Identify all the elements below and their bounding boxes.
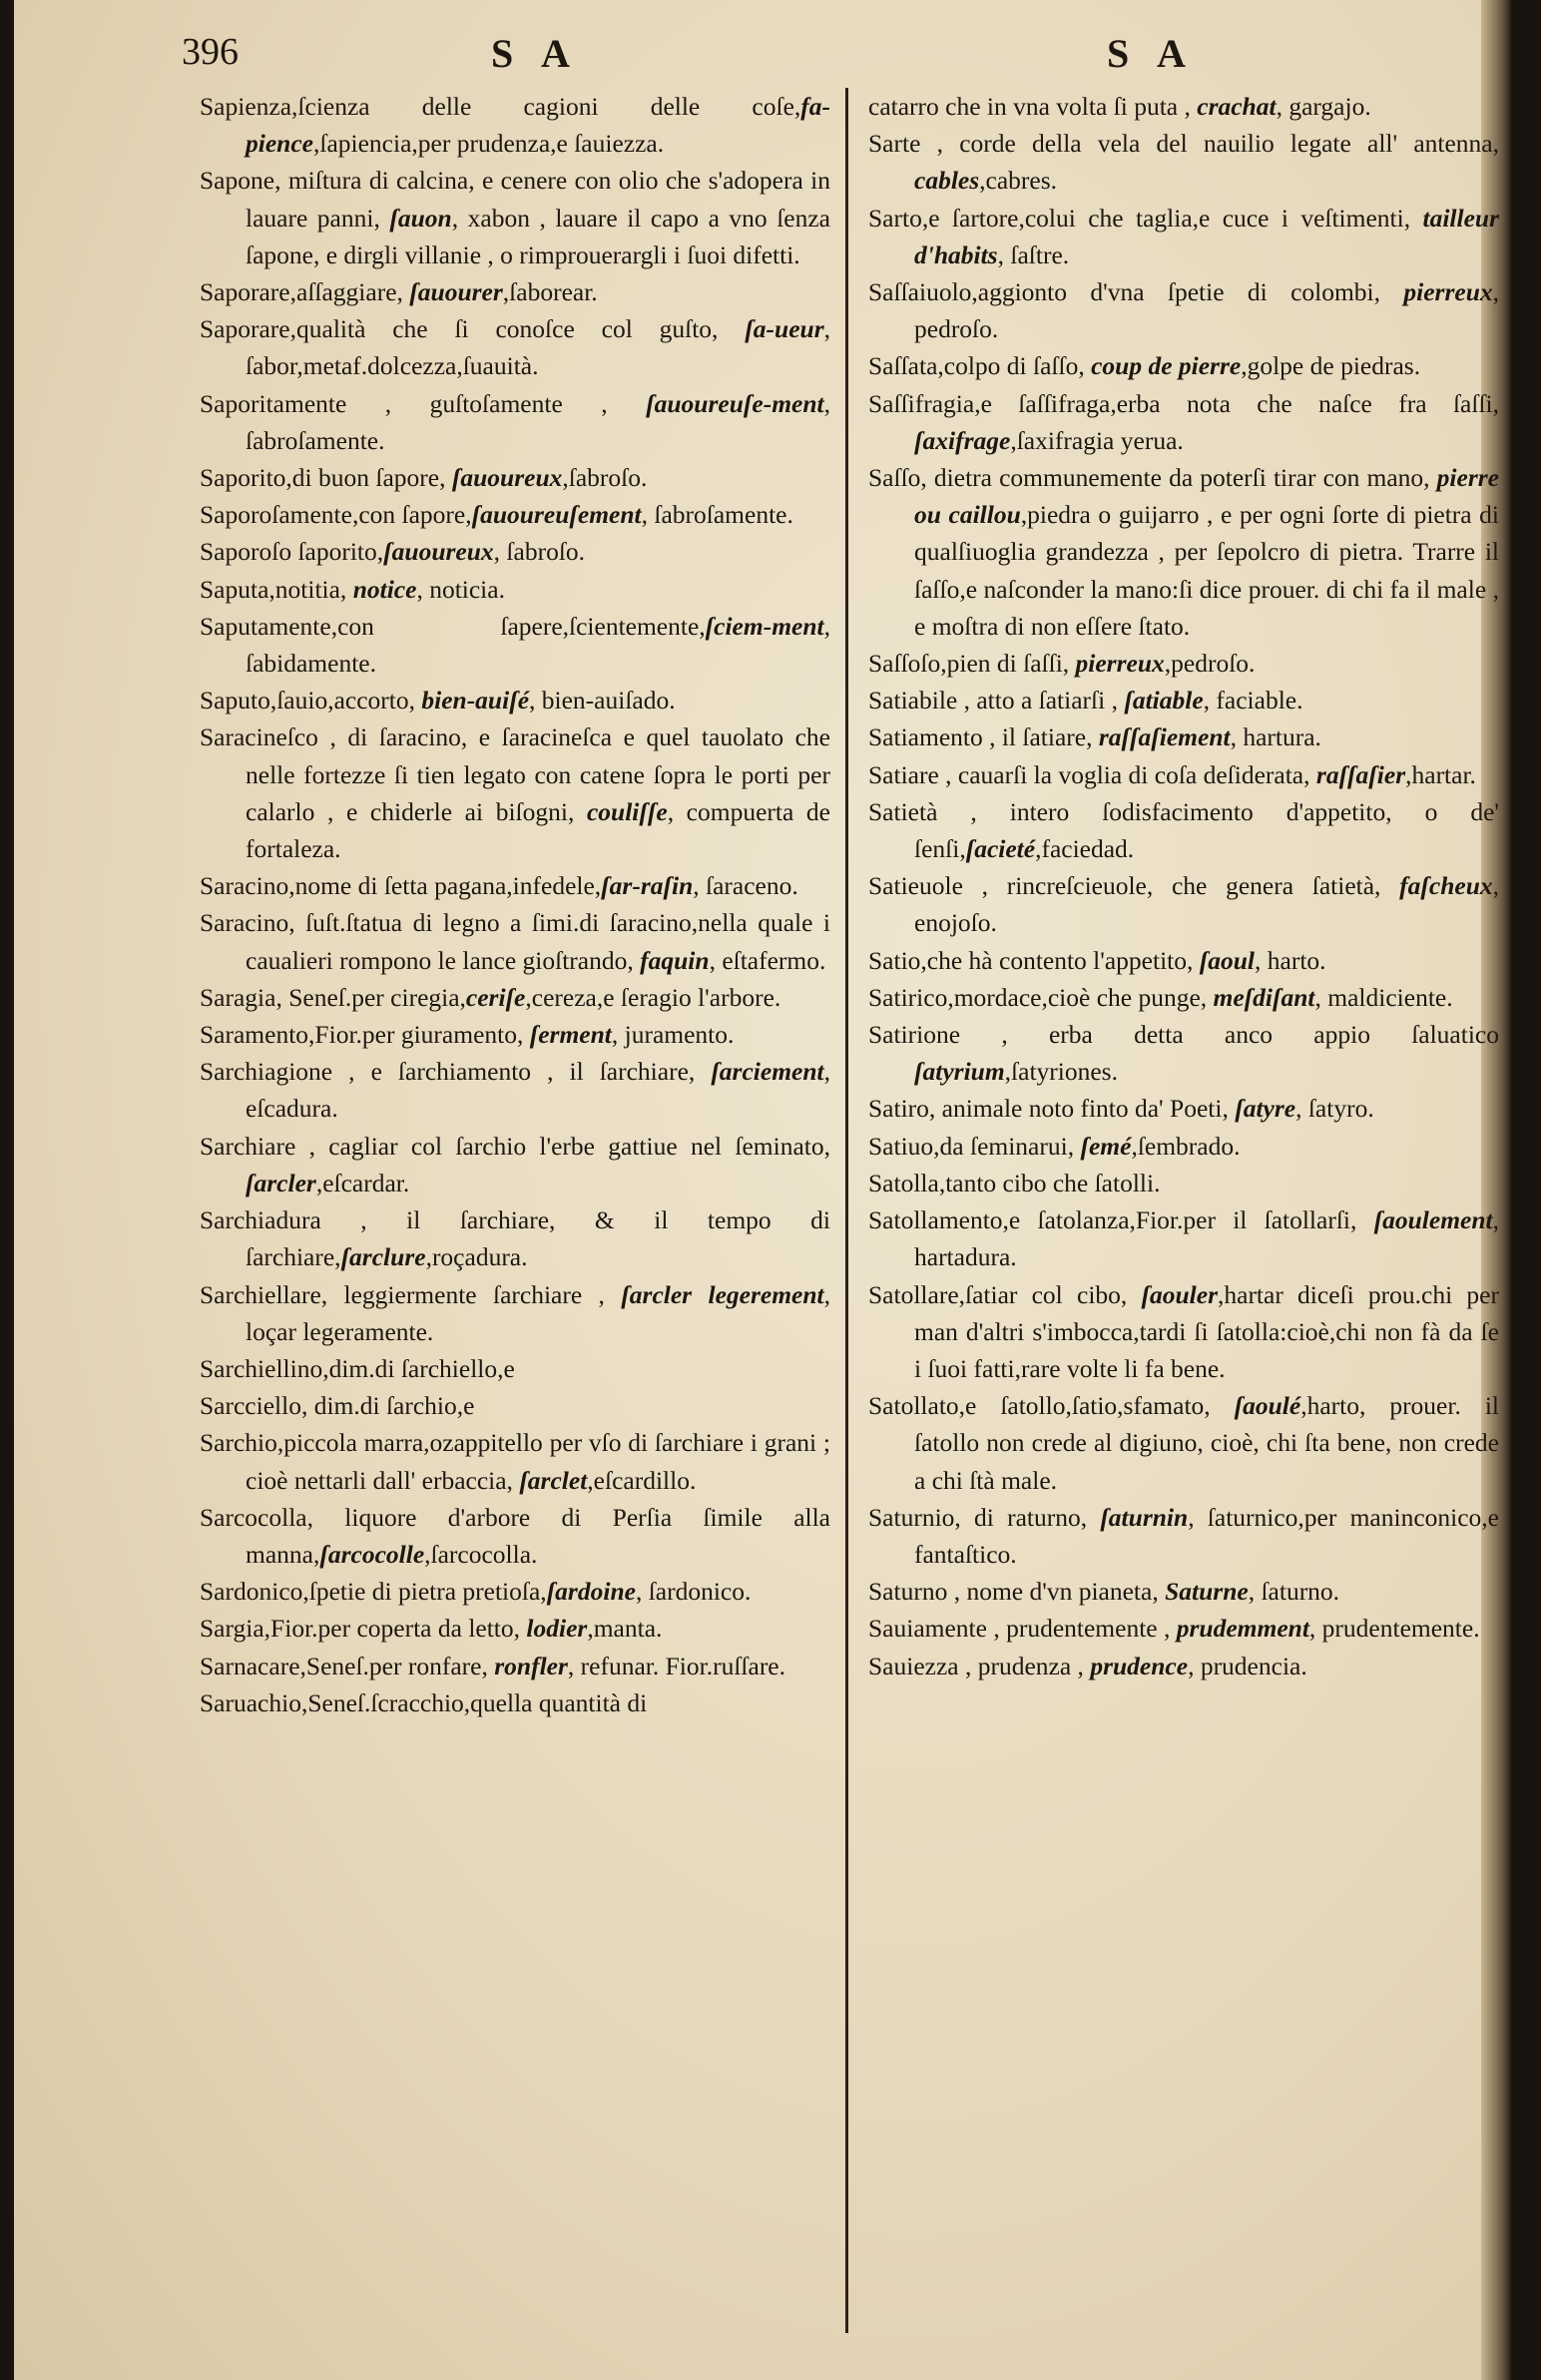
entry-text: Saſſaiuolo,aggionto d'vna ſpetie di colombi, (868, 277, 1404, 307)
entry-text: Sarnacare,Seneſ.per ronfare, (200, 1651, 495, 1680)
dictionary-entry (200, 1610, 830, 1647)
dictionary-entry (868, 718, 1499, 755)
french-equivalent: raſſaſiement (1098, 722, 1231, 752)
french-equivalent: ſaoulement (1373, 1205, 1493, 1235)
dictionary-entry (868, 347, 1499, 384)
spanish-equivalent: , refunar. Fior.ruſſare. (567, 1651, 786, 1680)
french-equivalent: ſarcler (246, 1168, 316, 1197)
dictionary-entry (200, 682, 830, 718)
entry-text: Sargia,Fior.per coperta da letto, (200, 1614, 527, 1644)
spanish-equivalent: ,ſaborear. (502, 277, 598, 307)
french-equivalent: ſerment (529, 1020, 612, 1050)
entry-text: Sarchiagione , e ſarchiamento , il ſarchiare, (200, 1057, 712, 1087)
entry-text: Saruachio,Seneſ.ſcracchio,quella quantità di (200, 1687, 648, 1717)
french-equivalent: raſſaſier (1315, 759, 1406, 789)
entry-text: Satiuo,da ſeminarui, (868, 1131, 1081, 1161)
entry-text: Sauiezza , prudenza , (868, 1651, 1091, 1680)
left-column (200, 88, 830, 1721)
dictionary-entry (868, 793, 1499, 867)
running-header-left: S A (491, 31, 580, 76)
entry-text: Satietà , intero ſodisfacimento d'appetito, o de' ſenſi, (868, 796, 1499, 864)
entry-text: Sarte , corde della vela del nauilio legate all' antenna, (868, 129, 1499, 159)
french-equivalent: ſardoine (546, 1577, 636, 1607)
spanish-equivalent: ,ſembrado. (1131, 1131, 1241, 1161)
entry-text: Satiabile , atto a ſatiarſi , (868, 686, 1125, 715)
dictionary-entry (200, 867, 830, 904)
french-equivalent: ſar-raſin (601, 871, 694, 901)
entry-text: Sarchio,piccola marra,ozappitello per vſo di ſarchiare i grani ; cioè nettarli dall' erbaccia, (200, 1428, 830, 1495)
french-equivalent: ſauoureux (383, 537, 494, 567)
spanish-equivalent: , maldiciente. (1314, 982, 1453, 1012)
spanish-equivalent: , xabon , lauare il capo a vno ſenza ſapone, e dirgli villanie , o rimprouerargli i ſuoi difetti. (246, 203, 830, 269)
dictionary-entry (200, 1276, 830, 1350)
entry-text: Satirione , erba detta anco appio ſaluatico (868, 1020, 1499, 1050)
spanish-equivalent: , ſabidamente. (246, 611, 830, 679)
spanish-equivalent: , ſabroſamente. (246, 388, 830, 455)
dictionary-entry (868, 1165, 1499, 1201)
french-equivalent: coup de pierre (1091, 351, 1242, 381)
spanish-equivalent: ,roçadura. (425, 1242, 528, 1272)
french-equivalent: ſarcler legerement (621, 1279, 824, 1309)
entry-text: Saracino,nome di ſetta pagana,infedele, (200, 871, 602, 901)
spanish-equivalent: , hartura. (1230, 722, 1321, 752)
dictionary-entry (200, 496, 830, 533)
french-equivalent: ſatyre (1235, 1094, 1296, 1124)
entry-text: Satiare , cauarſi la voglia di coſa deſiderata, (868, 759, 1316, 789)
french-equivalent: tailleur d'habits (914, 203, 1499, 269)
dictionary-entry (868, 756, 1499, 793)
spanish-equivalent: , ſaſtre. (997, 239, 1070, 269)
french-equivalent: ſauon (389, 203, 452, 233)
french-equivalent: ſaxifrage (914, 425, 1011, 455)
french-equivalent: ſarclet (519, 1465, 588, 1495)
french-equivalent: pierreux (1403, 277, 1493, 307)
dictionary-entry (868, 645, 1499, 682)
entry-text: Satollamento,e ſatolanza,Fior.per il ſatollarſi, (868, 1205, 1374, 1235)
french-equivalent: ſarclure (340, 1242, 426, 1272)
entry-text: Satieuole , rincreſcieuole, che genera ſatietà, (868, 871, 1400, 901)
dictionary-entry (200, 1350, 830, 1387)
spanish-equivalent: ,ſapiencia,per prudenza,e ſauiezza. (312, 129, 665, 159)
entry-text: Saporitamente , guſtoſamente , (200, 388, 647, 418)
dictionary-entry (200, 1128, 830, 1201)
running-header-right: S A (1107, 31, 1196, 76)
french-equivalent: faquin (640, 945, 710, 975)
spanish-equivalent: , ſatyro. (1295, 1094, 1374, 1124)
spanish-equivalent: ,harto, prouer. il ſatollo non crede al digiuno, cioè, chi ſta bene, non crede a chi ſtà male. (914, 1391, 1499, 1495)
dictionary-entry (200, 979, 830, 1016)
french-equivalent: lodier (526, 1614, 588, 1644)
french-equivalent: ceriſe (465, 982, 526, 1012)
dictionary-entry (868, 979, 1499, 1016)
french-equivalent: ſaouler (1141, 1279, 1218, 1309)
entry-text: Sarcocolla, liquore d'arbore di Perſia ſimile alla manna, (200, 1502, 830, 1569)
entry-text: Sapone, miſtura di calcina, e cenere con olio che s'adopera in lauare panni, (200, 166, 830, 233)
entry-text: Sarchiare , cagliar col ſarchio l'erbe gattiue nel ſeminato, (200, 1131, 830, 1161)
spanish-equivalent: , juramento. (611, 1020, 735, 1050)
entry-text: Satollato,e ſatollo,ſatio,sfamato, (868, 1391, 1235, 1421)
french-equivalent: fa-pience (246, 92, 830, 159)
spanish-equivalent: ,piedra o guijarro , e per ogni ſorte di pietra di qualſiuoglia grandezza , per ſepolcro di pietra. Trarre il ſaſſo,e naſconder la mano:ſi dice prouer. di chi fa il male , e moſtra di non eſſere ſtato. (914, 500, 1500, 641)
dictionary-entry (200, 273, 830, 310)
spanish-equivalent: , ſaraceno. (693, 871, 798, 901)
dictionary-entry (200, 1424, 830, 1498)
dictionary-entry (868, 942, 1499, 979)
dictionary-entry (200, 571, 830, 608)
dictionary-entry (868, 273, 1499, 347)
french-equivalent: bien-auiſé (421, 686, 530, 715)
french-equivalent: faſcheux (1399, 871, 1493, 901)
page-number: 396 (182, 31, 239, 73)
dictionary-entry (868, 1387, 1499, 1499)
spanish-equivalent: , ſaturno. (1248, 1577, 1340, 1607)
spanish-equivalent: ,ſarcocolla. (424, 1539, 538, 1569)
french-equivalent: ſaturnin (1100, 1502, 1189, 1532)
spanish-equivalent: , ſabor,metaf.dolcezza,ſuauità. (246, 314, 830, 381)
dictionary-entry (868, 459, 1499, 645)
spanish-equivalent: , loçar legeramente. (246, 1279, 830, 1346)
dictionary-entry (868, 125, 1499, 199)
entry-text: Sarto,e ſartore,colui che taglia,e cuce i veſtimenti, (868, 203, 1423, 233)
spanish-equivalent: , ſabroſamente. (641, 500, 793, 530)
entry-text: Saracineſco , di ſaracino, e ſaracineſca e quel tauolato che nelle fortezze ſi tien legato con catene ſopra le porti per calarlo , e chiderle ai biſogni, (200, 722, 830, 826)
entry-text: Saragia, Seneſ.per ciregia, (200, 982, 466, 1012)
dictionary-entry (200, 459, 830, 496)
dictionary-entry (868, 200, 1499, 273)
spanish-equivalent: , prudencia. (1188, 1651, 1307, 1680)
spanish-equivalent: ,cabres. (979, 166, 1058, 196)
dictionary-entry (200, 1387, 830, 1424)
french-equivalent: prudemment (1176, 1614, 1309, 1644)
entry-text: Saſſo, dietra communemente da poterſi tirar con mano, (868, 463, 1437, 493)
entry-text: Saporare,qualità che ſi conoſce col guſto, (200, 314, 746, 344)
entry-text: Sarchiellino,dim.di ſarchiello,e (200, 1353, 515, 1383)
french-equivalent: pierre ou caillou (914, 463, 1499, 530)
entry-text: Satiamento , il ſatiare, (868, 722, 1099, 752)
dictionary-entry (868, 1090, 1499, 1127)
entry-text: Satio,che hà contento l'appetito, (868, 945, 1200, 975)
spanish-equivalent: , compuerta de fortaleza. (246, 796, 830, 864)
entry-text: Saputamente,con ſapere,ſcientemente, (200, 611, 706, 641)
dictionary-entry (868, 1016, 1499, 1090)
dictionary-entry (868, 682, 1499, 718)
spanish-equivalent: , ſardonico. (635, 1577, 752, 1607)
entry-text: Saporoſamente,con ſapore, (200, 500, 472, 530)
dictionary-entry (200, 1684, 830, 1721)
entry-text: Saſſoſo,pien di ſaſſi, (868, 649, 1076, 679)
french-equivalent: ſa-ueur (745, 314, 824, 344)
spanish-equivalent: , gargajo. (1276, 92, 1371, 121)
spanish-equivalent: , pedroſo. (914, 277, 1499, 344)
right-column (868, 88, 1499, 1684)
entry-text: Saſſata,colpo di ſaſſo, (868, 351, 1092, 381)
french-equivalent: ronfler (494, 1651, 568, 1680)
french-equivalent: ſemé (1080, 1131, 1132, 1161)
entry-text: Saputa,notitia, (200, 574, 353, 604)
dictionary-entry (200, 1201, 830, 1275)
spanish-equivalent: , eſtafermo. (709, 945, 826, 975)
french-equivalent: ſauoureuſement (471, 500, 642, 530)
french-equivalent: ſatiable (1124, 686, 1204, 715)
dictionary-entry (200, 162, 830, 273)
spanish-equivalent: ,ſabroſo. (562, 463, 648, 493)
spanish-equivalent: ,manta. (587, 1614, 663, 1644)
spanish-equivalent: , hartadura. (914, 1205, 1499, 1272)
dictionary-entry (200, 718, 830, 867)
french-equivalent: meſdiſant (1213, 982, 1315, 1012)
dictionary-entry (868, 385, 1499, 459)
spanish-equivalent: , noticia. (416, 574, 505, 604)
french-equivalent: pierreux (1075, 649, 1165, 679)
french-equivalent: ſauoureux (451, 463, 563, 493)
dictionary-entry (200, 1053, 830, 1127)
dictionary-entry (868, 1201, 1499, 1275)
dictionary-entry (868, 1128, 1499, 1165)
spanish-equivalent: ,eſcardar. (315, 1168, 410, 1197)
dictionary-entry (200, 904, 830, 978)
spanish-equivalent: , harto. (1255, 945, 1326, 975)
entry-text: Satiro, animale noto finto da' Poeti, (868, 1094, 1236, 1124)
spanish-equivalent: , bien-auiſado. (529, 686, 676, 715)
dictionary-entry (868, 867, 1499, 941)
entry-text: Saracino, ſuſt.ſtatua di legno a ſimi.di ſaracino,nella quale i caualieri rompono le lance gioſtrando, (200, 908, 830, 975)
column-divider (845, 88, 848, 2333)
dictionary-entry (868, 88, 1499, 125)
spanish-equivalent: ,ſaxifragia yerua. (1010, 425, 1184, 455)
dictionary-entry (868, 1276, 1499, 1388)
dictionary-entry (200, 1016, 830, 1053)
entry-text: Sarcciello, dim.di ſarchio,e (200, 1391, 475, 1421)
dictionary-entry (868, 1648, 1499, 1684)
french-equivalent: ſarciement (711, 1057, 824, 1087)
dictionary-entry (868, 1610, 1499, 1647)
entry-text: Saramento,Fior.per giuramento, (200, 1020, 530, 1050)
dictionary-entry (200, 385, 830, 459)
french-equivalent: ſarcocolle (319, 1539, 425, 1569)
dictionary-entry (200, 533, 830, 570)
spanish-equivalent: , faciable. (1203, 686, 1303, 715)
french-equivalent: ſauoureuſe-ment (646, 388, 824, 418)
dictionary-entry (200, 1499, 830, 1573)
entry-text: Saſſifragia,e ſaſſifraga,erba nota che naſce fra ſaſſi, (868, 388, 1499, 418)
entry-text: Sarchiellare, leggiermente ſarchiare , (200, 1279, 622, 1309)
entry-text: catarro che in vna volta ſi puta , (868, 92, 1198, 121)
french-equivalent: prudence (1090, 1651, 1189, 1680)
french-equivalent: Saturne (1165, 1577, 1249, 1607)
french-equivalent: crachat (1197, 92, 1277, 121)
french-equivalent: ſciem-ment (705, 611, 824, 641)
french-equivalent: cables (914, 166, 980, 196)
entry-text: Saporoſo ſaporito, (200, 537, 384, 567)
dictionary-entry (200, 88, 830, 162)
french-equivalent: ſaoul (1199, 945, 1256, 975)
french-equivalent: couliſſe (586, 796, 668, 826)
spanish-equivalent: , ſaturnico,per maninconico,e fantaſtico. (914, 1502, 1499, 1569)
spanish-equivalent: ,pedroſo. (1164, 649, 1256, 679)
spanish-equivalent: , enojoſo. (914, 871, 1499, 938)
spanish-equivalent: ,golpe de piedras. (1241, 351, 1421, 381)
entry-text: Saporito,di buon ſapore, (200, 463, 452, 493)
entry-text: Satollare,ſatiar col cibo, (868, 1279, 1142, 1309)
dictionary-entry (200, 1573, 830, 1610)
spanish-equivalent: , prudentemente. (1308, 1614, 1480, 1644)
spanish-equivalent: ,eſcardillo. (587, 1465, 697, 1495)
entry-text: Saturno , nome d'vn pianeta, (868, 1577, 1166, 1607)
french-equivalent: notice (352, 574, 417, 604)
entry-text: Satirico,mordace,cioè che punge, (868, 982, 1214, 1012)
spanish-equivalent: ,hartar. (1405, 759, 1476, 789)
spanish-equivalent: , ſabroſo. (493, 537, 586, 567)
spanish-equivalent: ,faciedad. (1035, 834, 1135, 864)
dictionary-entry (200, 310, 830, 384)
entry-text: Sapienza,ſcienza delle cagioni delle coſe, (200, 92, 801, 121)
french-equivalent: ſacieté (965, 834, 1036, 864)
french-equivalent: ſauourer (409, 277, 503, 307)
dictionary-entry (868, 1499, 1499, 1573)
entry-text: Sarchiadura , il ſarchiare, & il tempo di ſarchiare, (200, 1205, 830, 1272)
entry-text: Saputo,ſauio,accorto, (200, 686, 422, 715)
spanish-equivalent: , eſcadura. (246, 1057, 830, 1124)
entry-text: Satolla,tanto cibo che ſatolli. (868, 1168, 1161, 1197)
entry-text: Saporare,aſſaggiare, (200, 277, 410, 307)
french-equivalent: ſatyrium (914, 1057, 1005, 1087)
entry-text: Sauiamente , prudentemente , (868, 1614, 1177, 1644)
dictionary-entry (200, 608, 830, 682)
entry-text: Sardonico,ſpetie di pietra pretioſa, (200, 1577, 547, 1607)
dictionary-entry (868, 1573, 1499, 1610)
entry-text: Saturnio, di raturno, (868, 1502, 1101, 1532)
french-equivalent: ſaoulé (1234, 1391, 1301, 1421)
spanish-equivalent: ,ſatyriones. (1004, 1057, 1118, 1087)
book-page (14, 0, 1511, 2380)
dictionary-entry (200, 1648, 830, 1684)
spanish-equivalent: ,hartar diceſi prou.chi per man d'altri s'imbocca,tardi ſi ſatolla:cioè,chi non fà da ſe i ſuoi fatti,rare volte li fa bene. (914, 1279, 1499, 1383)
spanish-equivalent: ,cereza,e ſeragio l'arbore. (525, 982, 781, 1012)
